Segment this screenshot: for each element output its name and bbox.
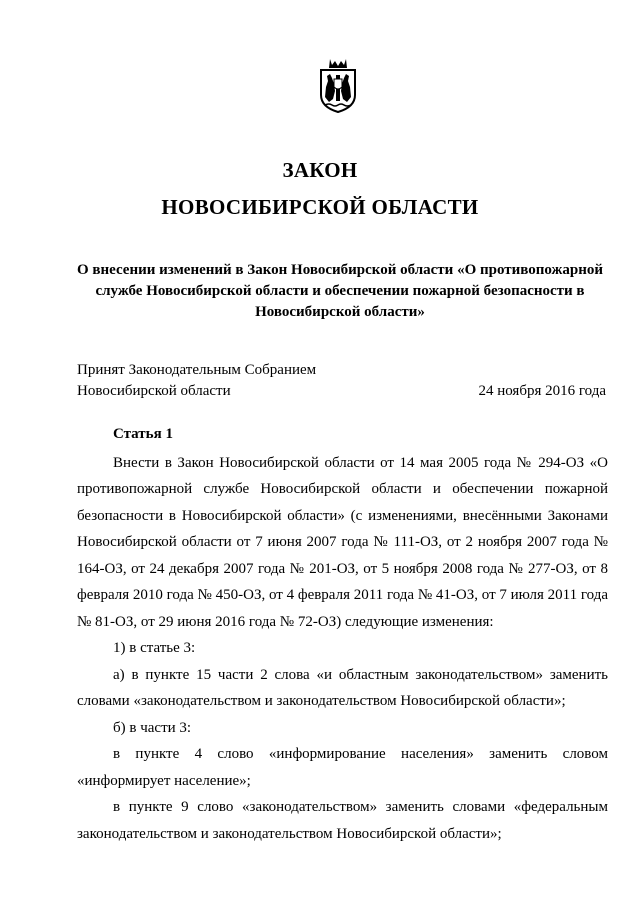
article-1 (77, 421, 608, 847)
law-subject: О внесении изменений в Закон Новосибирской области «О противопожарной службе Новосибирской области и обеспечении пожарной безопасности в Новосибирской области» (76, 262, 604, 320)
amendment-item-1a: а) в пункте 15 части 2 слова «и областным законодательством» заменить словами «законодательством и законодательством Новосибирской области»; (77, 666, 608, 709)
amendment-item-1b: б) в части 3: (113, 719, 192, 736)
adopted-by-region: Новосибирской области (77, 383, 231, 399)
amendment-item-1b-point-4: в пункте 4 слово «информирование населения» заменить словом «информирует население»; (77, 746, 608, 789)
article-heading: Статья 1 (113, 426, 173, 442)
amendment-item-1: 1) в статье 3: (113, 640, 196, 656)
adoption-date: 24 ноября 2016 года (478, 383, 606, 399)
amendment-item-1b-point-9: в пункте 9 слово «законодательством» заменить словами «федеральным законодательством и законодательством Новосибирской области»; (77, 799, 608, 842)
law-title: ЗАКОН (282, 158, 358, 182)
article-intro-paragraph: Внести в Закон Новосибирской области от 14 мая 2005 года № 294-ОЗ «О противопожарной службе Новосибирской области и обеспечении пожарной безопасности в Новосибирской области» (с изменениями, внесёнными Законами Новосибирской области от 7 июня 2007 года № 111-ОЗ, от 2 ноября 2007 года № 164-ОЗ, от 24 декабря 2007 года № 201-ОЗ, от 5 ноября 2008 года № 277-ОЗ, от 8 февраля 2010 года № 450-ОЗ, от 4 февраля 2011 года № 41-ОЗ, от 7 июля 2011 года № 81-ОЗ, от 29 июня 2016 года № 72-ОЗ) следующие изменения: (77, 454, 608, 630)
adopted-by-row (77, 381, 606, 402)
coat-of-arms-icon (318, 57, 358, 114)
adopted-by-line: Принят Законодательным Собранием (77, 362, 317, 378)
region-title: НОВОСИБИРСКОЙ ОБЛАСТИ (161, 195, 479, 219)
